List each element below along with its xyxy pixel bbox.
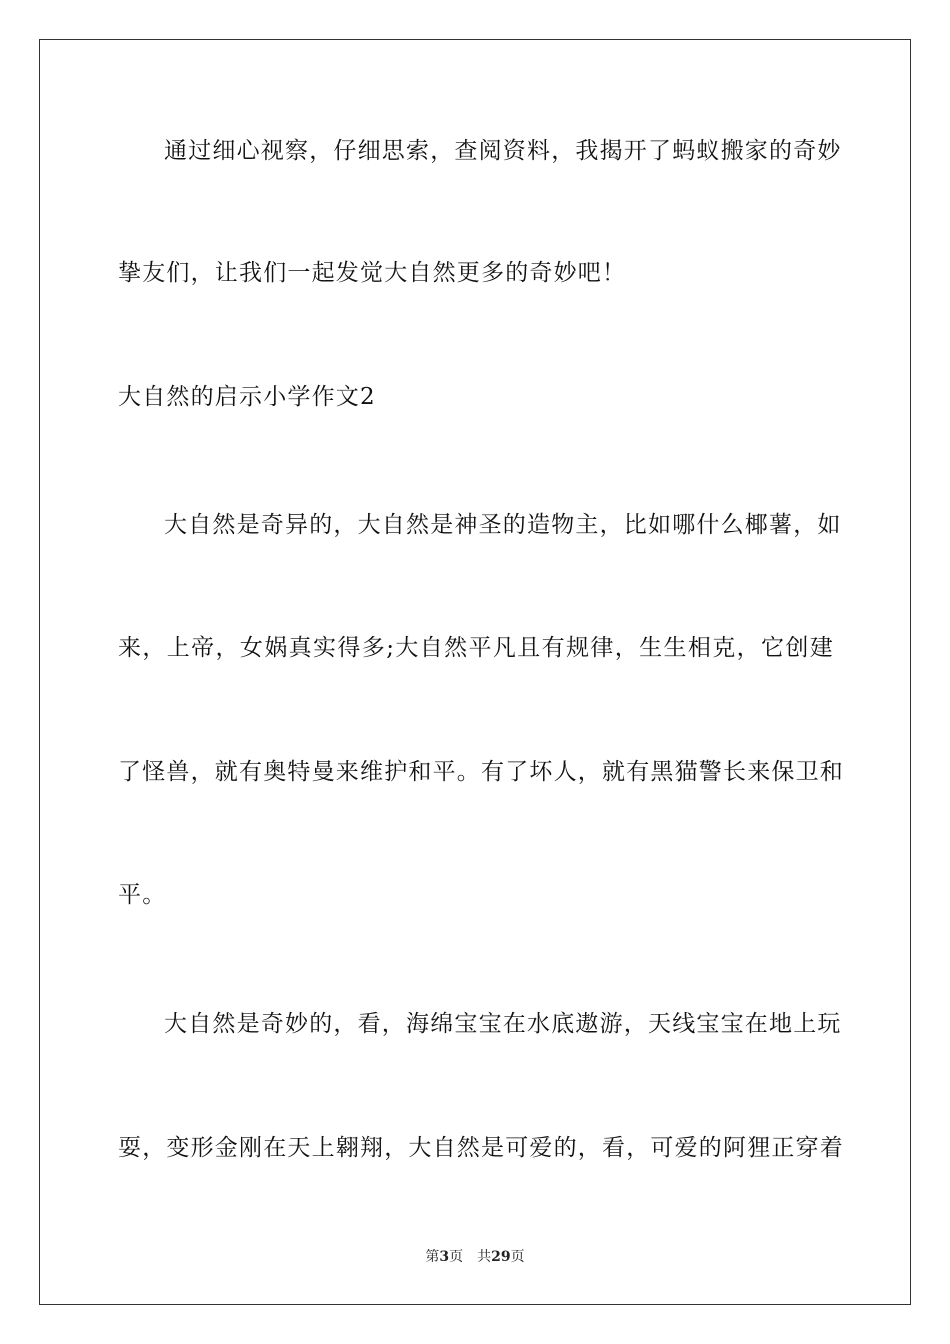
section-heading: 大自然的启示小学作文2 bbox=[118, 384, 376, 410]
paragraph-line-8: 耍，变形金刚在天上翱翔，大自然是可爱的，看，可爱的阿狸正穿着 bbox=[118, 1135, 844, 1161]
paragraph-line-4: 来，上帝，女娲真实得多;大自然平凡且有规律，生生相克，它创建 bbox=[118, 635, 834, 661]
page-footer bbox=[0, 1248, 950, 1266]
page-prefix: 第 bbox=[425, 1249, 440, 1265]
paragraph-line-1: 通过细心视察，仔细思索，查阅资料，我揭开了蚂蚁搬家的奇妙 bbox=[164, 138, 842, 164]
paragraph-line-3: 大自然是奇异的，大自然是神圣的造物主，比如哪什么椰薯，如 bbox=[164, 512, 842, 538]
total-pages: 29 bbox=[491, 1249, 511, 1265]
paragraph-line-5: 了怪兽，就有奥特曼来维护和平。有了坏人，就有黑猫警长来保卫和 bbox=[118, 759, 844, 785]
paragraph-line-2: 挚友们，让我们一起发觉大自然更多的奇妙吧！ bbox=[118, 260, 627, 286]
total-suffix: 页 bbox=[510, 1249, 525, 1265]
page-border bbox=[39, 39, 911, 1305]
page-suffix: 页 bbox=[449, 1249, 464, 1265]
paragraph-line-7: 大自然是奇妙的，看，海绵宝宝在水底遨游，天线宝宝在地上玩 bbox=[164, 1011, 842, 1037]
total-prefix: 共 bbox=[477, 1249, 492, 1265]
page-number: 3 bbox=[439, 1249, 450, 1265]
paragraph-line-6: 平。 bbox=[118, 882, 167, 908]
